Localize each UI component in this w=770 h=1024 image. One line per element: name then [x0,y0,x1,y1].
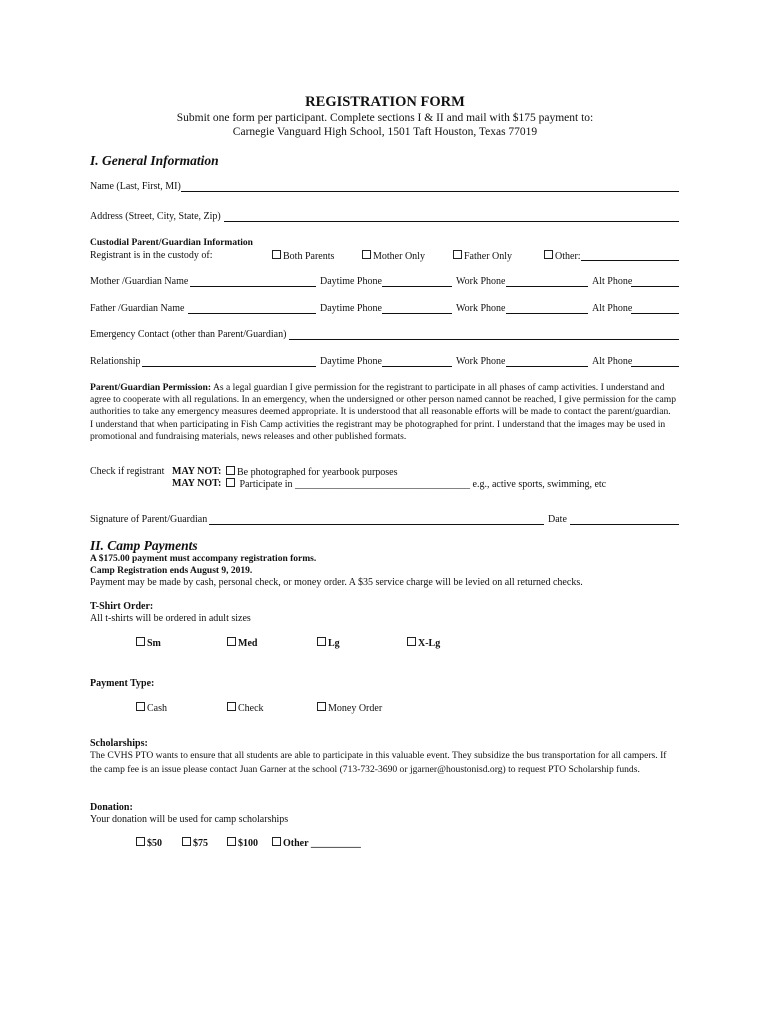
payment-check-checkbox[interactable] [227,702,264,714]
emergency-contact-field[interactable] [289,339,679,340]
checkbox-icon [226,466,235,475]
payment-money-order-checkbox[interactable] [317,702,382,714]
checkbox-icon [317,637,326,646]
payment-methods-note: Payment may be made by cash, personal check, or money order. A $35 service charge will be levied on all returned checks. [90,577,583,588]
custodial-title: Custodial Parent/Guardian Information [90,238,253,248]
address-field[interactable] [224,221,679,222]
tshirt-note: All t-shirts will be ordered in adult sizes [90,613,251,624]
name-field[interactable] [181,191,679,192]
payment-type-title: Payment Type: [90,678,155,689]
custody-option-label: Mother Only [373,251,425,262]
custody-option-label: Father Only [464,251,513,262]
custody-label: Registrant is in the custody of: [90,250,213,261]
checkbox-icon [136,637,145,646]
mother-alt-label: Alt Phone [592,276,633,287]
participate-optout-label: Participate in ___________________________________ e.g., active sports, swimming, etc [239,479,607,490]
mother-alt-field[interactable] [631,286,679,287]
size-xlg-checkbox[interactable] [407,637,440,649]
header-subtitle-1: Submit one form per participant. Complete sections I & II and mail with $175 payment to: [176,112,594,124]
photo-optout-label: Be photographed for yearbook purposes [237,467,398,478]
father-alt-label: Alt Phone [592,303,633,314]
emergency-contact-label: Emergency Contact (other than Parent/Guardian) [90,329,287,340]
father-alt-field[interactable] [631,313,679,314]
checkbox-icon [407,637,416,646]
checkbox-icon [544,250,553,259]
header-subtitle-2: Carnegie Vanguard High School, 1501 Taft Houston, Texas 77019 [232,126,538,138]
payment-type-label: Check [238,703,264,714]
checkbox-icon [453,250,462,259]
custody-other-field[interactable] [581,260,679,261]
donation-label: Other __________ [283,838,361,849]
page-title: REGISTRATION FORM [305,94,465,110]
checkbox-icon [272,837,281,846]
donation-other-checkbox[interactable] [272,837,361,849]
scholarships-text: The CVHS PTO wants to ensure that all students are able to participate in this valuable event. They subsidize the bus transportation for all campers. If the camp fee is an issue please contact Juan Garner at the school (713-732-3690 or jgarner@houstonisd.org) to request PTO Scholarship funds. [90,750,667,775]
donation-title: Donation: [90,802,133,813]
checkbox-icon [362,250,371,259]
permission-paragraph [90,382,682,443]
custody-option-label: Both Parents [283,251,335,262]
donation-note: Your donation will be used for camp scholarships [90,814,289,825]
donation-label: $75 [193,838,208,849]
checkbox-icon [136,702,145,711]
tshirt-title: T-Shirt Order: [90,601,154,612]
signature-label: Signature of Parent/Guardian [90,514,208,525]
checkbox-icon [227,837,236,846]
checkbox-icon [317,702,326,711]
checkbox-icon [182,837,191,846]
father-work-field[interactable] [506,313,588,314]
relationship-work-field[interactable] [506,366,588,367]
payment-cash-checkbox[interactable] [136,702,167,714]
name-label: Name (Last, First, MI) [90,181,181,192]
mother-daytime-field[interactable] [382,286,452,287]
relationship-alt-field[interactable] [631,366,679,367]
checkbox-icon [136,837,145,846]
participate-optout-checkbox[interactable] [226,478,606,490]
size-label: Lg [328,638,340,649]
date-label: Date [548,514,567,525]
checkbox-icon [272,250,281,259]
payment-type-label: Cash [147,703,167,714]
custody-other-checkbox[interactable] [544,250,581,262]
checkbox-icon [226,478,235,487]
relationship-daytime-field[interactable] [382,366,452,367]
custody-both-parents-checkbox[interactable] [272,250,334,262]
father-daytime-label: Daytime Phone [320,303,382,314]
photo-text: I understand that when participating in Fish Camp activities the registrant may be photographed for print. I understand that the images may be used in promotional and fundraising materials, news releases and other published formats. [90,418,666,442]
permission-title: Parent/Guardian Permission: [90,382,212,393]
father-name-field[interactable] [188,313,316,314]
custody-option-label: Other: [555,251,581,262]
mother-daytime-label: Daytime Phone [320,276,382,287]
payment-type-label: Money Order [328,703,383,714]
section-1-title: I. General Information [90,153,219,168]
section-2-title: II. Camp Payments [90,538,198,553]
size-label: Med [238,638,258,649]
signature-field[interactable] [209,524,544,525]
donation-label: $100 [238,838,258,849]
relationship-alt-label: Alt Phone [592,356,633,367]
donation-75-checkbox[interactable] [182,837,208,849]
address-label: Address (Street, City, State, Zip) [90,211,221,222]
size-sm-checkbox[interactable] [136,637,161,649]
donation-50-checkbox[interactable] [136,837,162,849]
father-work-label: Work Phone [456,303,506,314]
mother-name-label: Mother /Guardian Name [90,276,189,287]
mother-work-field[interactable] [506,286,588,287]
father-daytime-field[interactable] [382,313,452,314]
donation-label: $50 [147,838,162,849]
relationship-daytime-label: Daytime Phone [320,356,382,367]
size-label: Sm [147,638,161,649]
may-not-label-2: MAY NOT: [172,478,222,489]
permission-text: As a legal guardian I give permission for the registrant to participate in all phases of camp activities. I understand and agree to cooperate with all regulations. In an emergency, when the undersigned or other person named cannot be reached, I give permission for the camp authorities to take any emergency measures deemed appropriate. It is understood that all reasonable efforts will be made to contact the parent/guardian. [90,382,677,418]
check-if-label: Check if registrant [90,466,165,477]
mother-name-field[interactable] [190,286,316,287]
date-field[interactable] [570,524,679,525]
relationship-field[interactable] [142,366,316,367]
checkbox-icon [227,637,236,646]
photo-optout-checkbox[interactable] [226,466,398,478]
relationship-work-label: Work Phone [456,356,506,367]
custody-mother-only-checkbox[interactable] [362,250,425,262]
checkbox-icon [227,702,236,711]
father-name-label: Father /Guardian Name [90,303,185,314]
size-label: X-Lg [418,638,441,649]
scholarships-title: Scholarships: [90,738,148,749]
donation-100-checkbox[interactable] [227,837,258,849]
relationship-label: Relationship [90,356,141,367]
payment-required-note: A $175.00 payment must accompany registration forms. [90,554,317,564]
registration-deadline: Camp Registration ends August 9, 2019. [90,566,253,576]
size-lg-checkbox[interactable] [317,637,340,649]
size-med-checkbox[interactable] [227,637,257,649]
mother-work-label: Work Phone [456,276,506,287]
custody-father-only-checkbox[interactable] [453,250,512,262]
may-not-label-1: MAY NOT: [172,466,222,477]
